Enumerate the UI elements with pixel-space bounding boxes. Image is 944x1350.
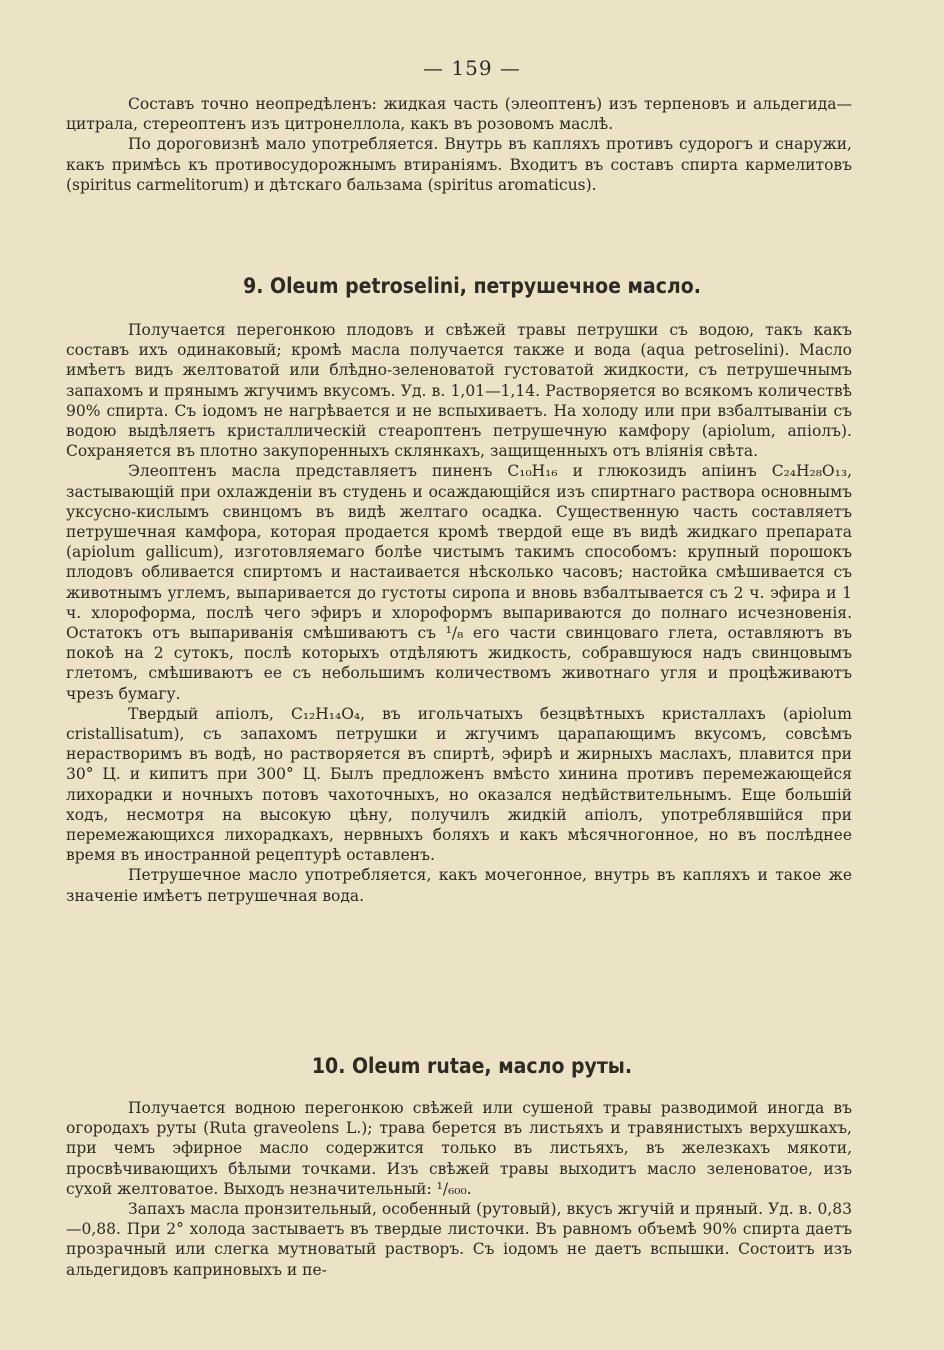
paragraph: Запахъ масла пронзительный, особенный (рутовый), вкусъ жгучій и пряный. Уд. в. 0,83—0,88. При 2° холода застываетъ въ твердые листочки. Въ равномъ объемѣ 90% спирта даетъ прозрачный или слегка мутноватый растворъ. Съ іодомъ не даетъ вспышки. Состоитъ изъ альдегидовъ каприновыхъ и пе- xyxy=(66,1200,852,1279)
paragraph: Получается перегонкою плодовъ и свѣжей травы петрушки съ водою, такъ какъ составъ ихъ одинаковый; кромѣ масла получается также и вода (aqua petroselini). Масло имѣетъ видъ желтоватой или блѣдно-зеленоватой густоватой жидкости, съ петрушечнымъ запахомъ и прянымъ жгучимъ вкусомъ. Уд. в. 1,01—1,14. Растворяется во всякомъ количествѣ 90% спирта. Съ іодомъ не нагрѣвается и не вспыхиваетъ. На холоду или при взбалтываніи съ водою выдѣляетъ кристаллическій стеароптенъ петрушечную камфору (apiolum, апіолъ). Сохраняется въ плотно закупоренныхъ склянкахъ, защищенныхъ отъ вліянія свѣта. xyxy=(66,321,852,461)
section-10-body xyxy=(66,1098,852,1280)
section-8-continuation xyxy=(66,94,852,195)
paragraph: По дороговизнѣ мало употребляется. Внутрь въ капляхъ противъ судорогъ и снаружи, какъ примѣсь къ противосудорожнымъ втираніямъ. Входитъ въ составъ спирта кармелитовъ (spiritus carmelitorum) и дѣтскаго бальзама (spiritus aromaticus). xyxy=(66,135,852,194)
paragraph: Петрушечное масло употребляется, какъ мочегонное, внутрь въ капляхъ и такое же значеніе имѣетъ петрушечная вода. xyxy=(66,866,852,905)
paragraph: Твердый апіолъ, C₁₂H₁₄O₄, въ игольчатыхъ безцвѣтныхъ кристаллахъ (apiolum cristallisatum), съ запахомъ петрушки и жгучимъ царапающимъ вкусомъ, совсѣмъ нерастворимъ въ водѣ, но растворяется въ спиртѣ, эфирѣ и жирныхъ маслахъ, плавится при 30° Ц. и кипитъ при 300° Ц. Былъ предложенъ вмѣсто хинина противъ перемежающейся лихорадки и ночныхъ потовъ чахоточныхъ, но оказался недѣйствительнымъ. Еще большій ходъ, несмотря на высокую цѣну, получилъ жидкій апіолъ, употреблявшійся при перемежающихся лихорадкахъ, нервныхъ боляхъ и какъ мѣсячногонное, но въ послѣднее время въ иностранной рецептурѣ оставленъ. xyxy=(66,704,852,865)
paragraph: Элеоптенъ масла представляетъ пиненъ C₁₀H₁₆ и глюкозидъ апіинъ C₂₄H₂₈O₁₃, застывающій при охлажденіи въ студень и осаждающійся изъ спиртнаго раствора основнымъ уксусно-кислымъ свинцомъ въ видѣ желтаго осадка. Существенную часть составляетъ петрушечная камфора, которая продается кромѣ твердой еще въ видѣ жидкаго препарата (apiolum gallicum), изготовляемаго болѣе чистымъ такимъ способомъ: крупный порошокъ плодовъ обливается спиртомъ и настаивается нѣсколько часовъ; настойка смѣшивается съ животнымъ углемъ, выпаривается до густоты сиропа и вновь взбалтывается съ 2 ч. эфира и 1 ч. хлороформа, послѣ чего эфиръ и хлороформъ выпариваются до полнаго исчезновенія. Остатокъ отъ выпариванія смѣшиваютъ съ ¹/₈ его части свинцоваго глета, оставляютъ въ покоѣ на 2 сутокъ, послѣ которыхъ отдѣляютъ жидкость, собравшуюся надъ свинцовымъ глетомъ, смѣшиваютъ ее съ небольшимъ количествомъ животнаго угля и процѣживаютъ чрезъ бумагу. xyxy=(66,462,852,703)
section-9-body xyxy=(66,320,852,906)
paragraph: Составъ точно неопредѣленъ: жидкая часть (элеоптенъ) изъ терпеновъ и альдегида—цитрала, стереоптенъ изъ цитронеллола, какъ въ розовомъ маслѣ. xyxy=(66,95,852,134)
section-heading-oleum-rutae: 10. Oleum rutae, масло руты. xyxy=(311,1054,633,1078)
paragraph: Получается водною перегонкою свѣжей или сушеной травы разводимой иногда въ огородахъ руты (Ruta graveolens L.); трава берется въ листьяхъ и травянистыхъ верхушкахъ, при чемъ эфирное масло содержится только въ листьяхъ, въ железкахъ мякоти, просвѣчивающихъ бѣлыми точками. Изъ свѣжей травы выходитъ масло зеленоватое, изъ сухой желтоватое. Выходъ незначительный: ¹/₆₀₀. xyxy=(66,1099,852,1198)
page-number: — 159 — xyxy=(423,56,521,80)
section-heading-oleum-petroselini: 9. Oleum petroselini, петрушечное масло. xyxy=(243,274,701,298)
